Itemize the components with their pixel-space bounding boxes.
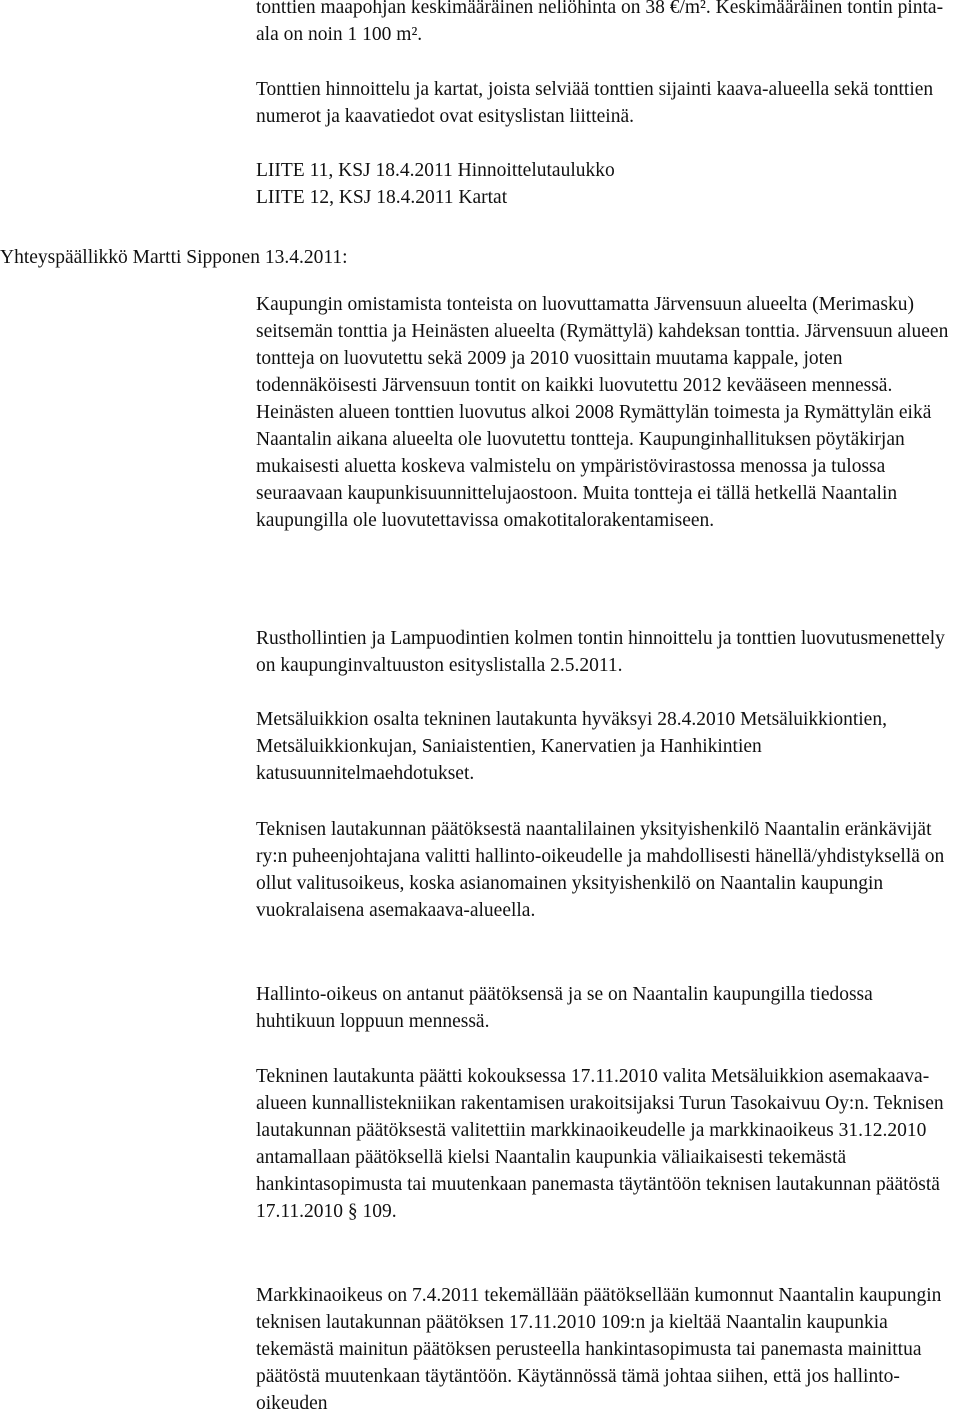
- body-paragraph: [256, 816, 956, 924]
- paragraph-text: Rusthollintien ja Lampuodintien kolmen tontin hinnoittelu ja tonttien luovutusmenettely on kaupunginvaltuuston esityslistalla 2.5.2011.: [256, 628, 945, 676]
- body-paragraph: [256, 625, 956, 679]
- pricing-paragraph: [256, 76, 956, 130]
- body-paragraph: [256, 1282, 956, 1417]
- intro-paragraph: [256, 0, 956, 48]
- paragraph-text: Kaupungin omistamista tonteista on luovuttamatta Järvensuun alueelta (Merimasku) seitsemän tonttia ja Heinästen alueelta (Rymättylä) kahdeksan tonttia. Järvensuun alueen tontteja on luovutettu sekä 2009 ja 2010 vuosittain muutama kappale, joten todennäköisesti Järvensuun tontit on kaikki luovutettu 2012 kevääseen mennessä. Heinästen alueen tonttien luovutus alkoi 2008 Rymättylän toimesta ja Rymättylän eikä Naantalin aikana alueelta ole luovutettu tontteja. Kaupunginhallituksen pöytäkirjan mukaisesti aluetta koskeva valmistelu on ympäristövirastossa menossa ja tulossa seuraavaan kaupunkisuunnittelujaostoon. Muita tontteja ei tällä hetkellä Naantalin kaupungilla ole luovutettavissa omakotitalorakentamiseen.: [256, 294, 949, 531]
- paragraph-text: Markkinaoikeus on 7.4.2011 tekemällään päätöksellään kumonnut Naantalin kaupungin teknisen lautakunnan päätöksen 17.11.2010 109:n ja kieltää Naantalin kaupunkia tekemästä mainitun päätöksen perusteella hankintasopimusta tai panemasta mainittua päätöstä muutenkaan täytäntöön. Käytännössä tämä johtaa siihen, että jos hallinto-oikeuden: [256, 1285, 942, 1414]
- body-paragraph: [256, 291, 956, 534]
- attachment-list: [256, 157, 956, 211]
- paragraph-text: Tekninen lautakunta päätti kokouksessa 17.11.2010 valita Metsäluikkion asemakaava-alueen kunnallistekniikan rakentamisen urakoitsijaksi Turun Tasokaivuu Oy:n. Teknisen lautakunnan päätöksestä valitettiin markkinaoikeudelle ja markkinaoikeus 31.12.2010 antamallaan päätöksellä kielsi Naantalin kaupunkia väliaikaisesti tekemästä hankintasopimusta tai muutenkaan panemasta täytäntöön teknisen lautakunnan päätöstä 17.11.2010 § 109.: [256, 1066, 944, 1222]
- body-paragraph: [256, 706, 956, 787]
- speaker-label: Yhteyspäällikkö Martti Sipponen 13.4.2011:: [0, 247, 348, 268]
- body-paragraph: [256, 981, 956, 1035]
- intro-text: tonttien maapohjan keskimääräinen neliöhinta on 38 €/m². Keskimääräinen tontin pinta-ala on noin 1 100 m².: [256, 0, 944, 45]
- pricing-text: Tonttien hinnoittelu ja kartat, joista selviää tonttien sijainti kaava-alueella sekä tonttien numerot ja kaavatiedot ovat esityslistan liitteinä.: [256, 79, 934, 127]
- paragraph-text: Hallinto-oikeus on antanut päätöksensä ja se on Naantalin kaupungilla tiedossa huhtikuun loppuun mennessä.: [256, 984, 873, 1032]
- attachment-item: LIITE 12, KSJ 18.4.2011 Kartat: [256, 187, 508, 208]
- paragraph-text: Metsäluikkion osalta tekninen lautakunta hyväksyi 28.4.2010 Metsäluikkiontien, Metsäluikkionkujan, Saniaistentien, Kanervatien ja Hanhikintien katusuunnitelmaehdotukset.: [256, 709, 887, 784]
- body-paragraph: [256, 1063, 956, 1225]
- paragraph-text: Teknisen lautakunnan päätöksestä naantalilainen yksityishenkilö Naantalin eränkävijät ry:n puheenjohtajana valitti hallinto-oikeudelle ja mahdollisesti hänellä/yhdistyksellä on ollut valitusoikeus, koska asianomainen yksityishenkilö on Naantalin kaupungin vuokralaisena asemakaava-alueella.: [256, 819, 945, 921]
- attachment-item: LIITE 11, KSJ 18.4.2011 Hinnoittelutaulukko: [256, 160, 615, 181]
